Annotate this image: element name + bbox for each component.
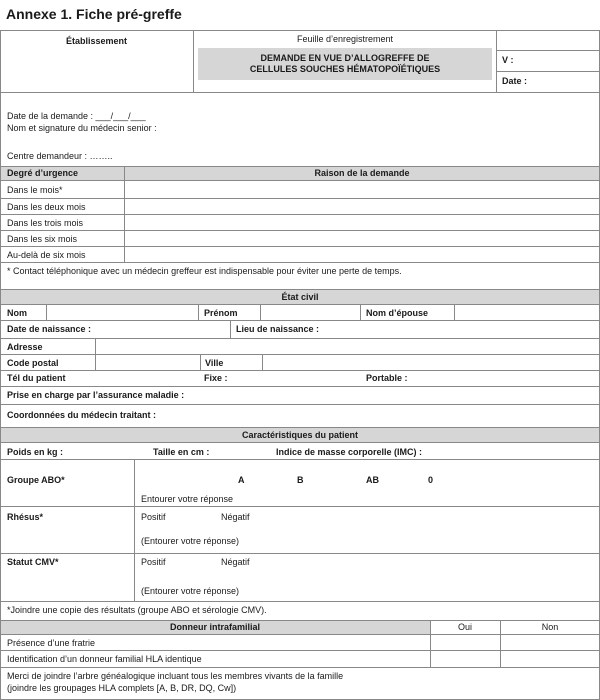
fratrie-row: Présence d’une fratrie <box>7 638 96 648</box>
oui-header: Oui <box>457 622 472 632</box>
statut-cmv-label: Statut CMV* <box>7 557 59 567</box>
portable-label: Portable : <box>366 373 408 383</box>
date-label: Date : <box>502 76 528 86</box>
entourer-hint: (Entourer votre réponse) <box>141 586 240 596</box>
imc-label: Indice de masse corporelle (IMC) : <box>276 447 423 457</box>
rhesus-positif[interactable]: Positif <box>141 512 166 522</box>
demande-line1: DEMANDE EN VUE D’ALLOGREFFE DE <box>260 53 430 63</box>
feuille-label: Feuille d’enregistrement <box>296 34 394 44</box>
degre-urgence-header: Degré d’urgence <box>7 168 79 178</box>
abo-option-b[interactable]: B <box>297 475 304 485</box>
abo-option-ab[interactable]: AB <box>366 475 379 485</box>
rhesus-negatif[interactable]: Négatif <box>221 512 250 522</box>
date-demande: Date de la demande : ___/___/___ <box>7 111 146 121</box>
v-label: V : <box>502 55 514 65</box>
etat-civil-header: État civil <box>281 292 319 302</box>
lieu-naissance-label: Lieu de naissance : <box>236 324 320 334</box>
non-header: Non <box>541 622 559 632</box>
caracteristiques-header: Caractéristiques du patient <box>241 430 359 440</box>
demande-line2: CELLULES SOUCHES HÉMATOPOÏÉTIQUES <box>249 64 441 74</box>
prise-en-charge-label: Prise en charge par l’assurance maladie : <box>7 390 185 400</box>
urgency-item: Au-delà de six mois <box>7 250 86 260</box>
fixe-label: Fixe : <box>204 373 228 383</box>
abo-option-a[interactable]: A <box>238 475 245 485</box>
nom-epouse-label: Nom d’épouse <box>366 308 429 318</box>
donneur-hla-row: Identification d’un donneur familial HLA identique <box>7 654 202 664</box>
groupe-abo-label: Groupe ABO* <box>7 475 65 485</box>
tel-label: Tél du patient <box>7 373 66 383</box>
adresse-label: Adresse <box>7 342 43 352</box>
urgency-item: Dans les six mois <box>7 234 78 244</box>
urgency-item: Dans les deux mois <box>7 202 86 212</box>
urgency-item: Dans le mois* <box>7 185 63 195</box>
code-postal-label: Code postal <box>7 358 59 368</box>
centre-demandeur: Centre demandeur : …….. <box>7 151 113 161</box>
etablissement-label: Établissement <box>65 36 128 46</box>
frame-top <box>0 30 600 31</box>
merci-line1: Merci de joindre l’arbre généalogique incluant tous les membres vivants de la famille <box>7 671 344 681</box>
page-title: Annexe 1. Fiche pré-greffe <box>6 6 182 22</box>
rhesus-label: Rhésus* <box>7 512 44 522</box>
frame-left <box>0 30 1 700</box>
prenom-label: Prénom <box>204 308 238 318</box>
date-naissance-label: Date de naissance : <box>7 324 92 334</box>
urgency-footnote: * Contact téléphonique avec un médecin greffeur est indispensable pour éviter une perte de temps. <box>7 266 402 276</box>
abo-option-0[interactable]: 0 <box>428 475 434 485</box>
cmv-negatif[interactable]: Négatif <box>221 557 250 567</box>
entourer-hint: (Entourer votre réponse) <box>141 536 240 546</box>
raison-demande-header: Raison de la demande <box>314 168 410 178</box>
joindre-note: *Joindre une copie des résultats (groupe ABO et sérologie CMV). <box>7 605 267 615</box>
taille-label: Taille en cm : <box>153 447 210 457</box>
coordonnees-label: Coordonnées du médecin traitant : <box>7 410 157 420</box>
merci-line2: (joindre les groupages HLA complets [A, B, DR, DQ, Cw]) <box>7 683 237 693</box>
ville-label: Ville <box>205 358 224 368</box>
nom-signature: Nom et signature du médecin senior : <box>7 123 157 133</box>
nom-label: Nom <box>7 308 27 318</box>
entourer-hint: Entourer votre réponse <box>141 494 234 504</box>
poids-label: Poids en kg : <box>7 447 64 457</box>
donneur-header: Donneur intrafamilial <box>169 622 260 632</box>
cmv-positif[interactable]: Positif <box>141 557 166 567</box>
urgency-item: Dans les trois mois <box>7 218 84 228</box>
